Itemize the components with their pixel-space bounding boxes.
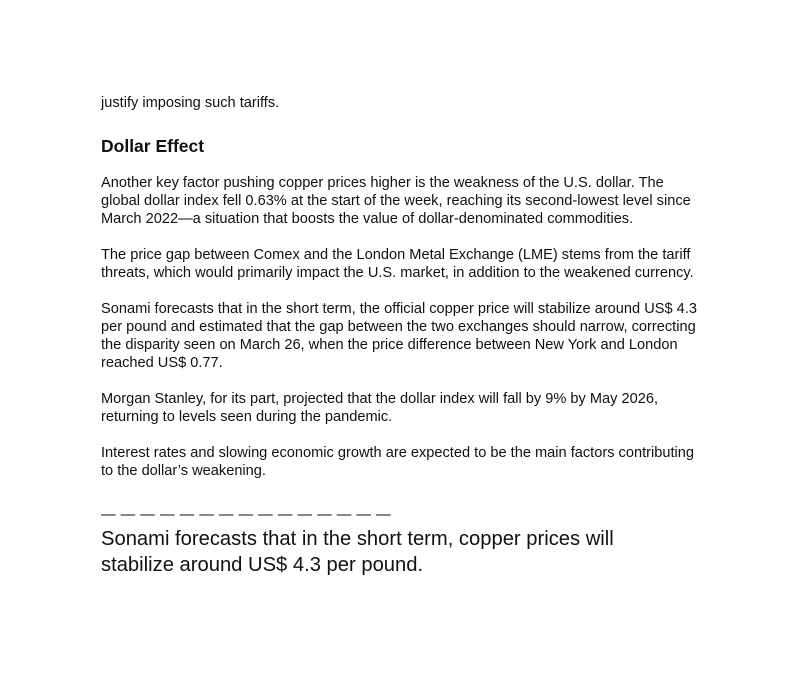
paragraph-price-gap: The price gap between Comex and the London Metal Exchange (LME) stems from the tariff threats, which would primarily impact the U.S. market, in addition to the weakened currency. [101,247,694,281]
section-heading: Dollar Effect [101,136,205,156]
paragraph-sonami-forecast: Sonami forecasts that in the short term, the official copper price will stabilize around US$ 4.3 per pound and estimated that the gap between the two exchanges should narrow, correcting the disparity seen on March 26, when the price difference between New York and London reached US$ 0.77. [101,301,697,371]
paragraph-interest-rates: Interest rates and slowing economic growth are expected to be the main factors contributing to the dollar’s weakening. [101,445,694,479]
continuation-text: justify imposing such tariffs. [101,95,280,111]
paragraph-morgan-stanley: Morgan Stanley, for its part, projected that the dollar index will fall by 9% by May 2026, returning to levels seen during the pandemic. [101,391,659,425]
dash-divider: — — — — — — — — — — — — — — — [101,507,392,523]
article-body [101,94,701,578]
paragraph-dollar-weakness: Another key factor pushing copper prices higher is the weakness of the U.S. dollar. The global dollar index fell 0.63% at the start of the week, reaching its second-lowest level since March 2022—a situation that boosts the value of dollar-denominated commodities. [101,175,691,227]
pull-quote: Sonami forecasts that in the short term, copper prices will stabilize around US$ 4.3 per pound. [101,528,614,576]
